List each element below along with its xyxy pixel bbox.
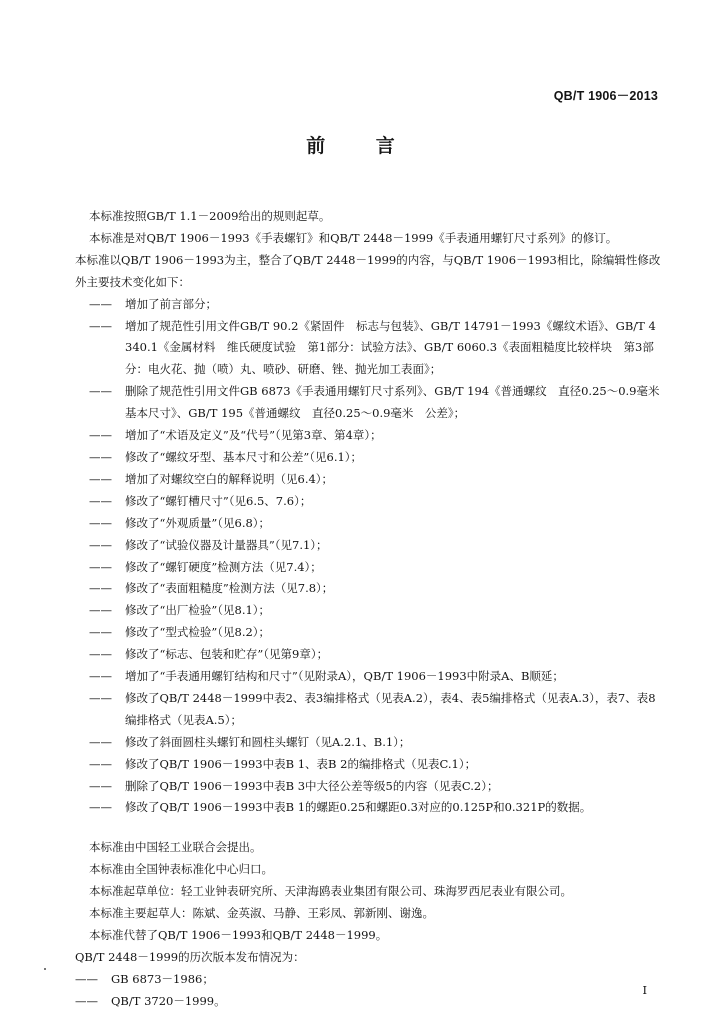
dash-marker: —— (89, 471, 112, 486)
document-code: QB/T 1906－2013 (553, 89, 658, 103)
intro-paragraph: 本标准按照GB/T 1.1－2009给出的规则起草。 (89, 209, 331, 223)
list-item: —— 修改了“螺纹牙型、基本尺寸和公差”（见6.1）； (89, 447, 661, 469)
intro-paragraph: 本标准是对QB/T 1906－1993《手表螺钉》和QB/T 2448－1999《手表通用螺钉尺寸系列》的修订。 (89, 230, 618, 245)
list-item: —— QB/T 3720－1999。 (75, 991, 661, 1013)
dash-marker: —— (89, 669, 112, 684)
history-list (75, 969, 661, 1013)
dash-marker: —— (89, 449, 112, 464)
list-item: —— 增加了对螺纹空白的解释说明（见6.4）； (89, 469, 661, 491)
list-item: —— 修改了“试验仪器及计量器具”（见7.1）； (89, 535, 661, 557)
scan-speck (44, 968, 46, 970)
dash-marker: —— (89, 603, 112, 618)
dash-marker: —— (75, 993, 98, 1008)
list-item: —— 增加了“术语及定义”及“代号”（见第3章、第4章）； (89, 425, 661, 447)
dash-marker: —— (89, 734, 112, 749)
list-item: —— 修改了“出厂检验”（见8.1）； (89, 600, 661, 622)
list-item: —— 删除了规范性引用文件GB 6873《手表通用螺钉尺寸系列》、GB/T 194《普通螺纹 直径0.25～0.9毫米 基本尺寸》、GB/T 195《普通螺纹 直径0.25～0.9毫米 公差》； (89, 381, 661, 425)
list-item: —— 修改了“外观质量”（见6.8）； (89, 513, 661, 535)
page-number: I (642, 983, 647, 997)
dash-marker: —— (89, 559, 112, 574)
closing-paragraph: 本标准起草单位：轻工业钟表研究所、天津海鸥表业集团有限公司、珠海罗西尼表业有限公司。 (89, 884, 572, 899)
dash-marker: —— (89, 515, 112, 530)
list-item: —— 修改了QB/T 1906－1993中表B 1的螺距0.25和螺距0.3对应的0.125P和0.321P的数据。 (89, 797, 661, 819)
list-item: —— GB 6873－1986； (75, 969, 661, 991)
closing-paragraph: 本标准由全国钟表标准化中心归口。 (89, 862, 273, 877)
list-item: —— 修改了斜面圆柱头螺钉和圆柱头螺钉（见A.2.1、B.1）； (89, 732, 661, 754)
closing-paragraph: 本标准由中国轻工业联合会提出。 (89, 840, 262, 855)
dash-marker: —— (89, 384, 112, 399)
list-item: —— 修改了“型式检验”（见8.2）； (89, 622, 661, 644)
list-item: —— 修改了“螺钉槽尺寸”（见6.5、7.6）； (89, 491, 661, 513)
changes-list (89, 294, 671, 820)
closing-paragraph: QB/T 2448－1999的历次版本发布情况为： (75, 949, 305, 964)
dash-marker: —— (89, 296, 112, 311)
foreword-body (75, 206, 671, 1013)
dash-marker: —— (89, 537, 112, 552)
intro-paragraph: 本标准以QB/T 1906－1993为主，整合了QB/T 2448－1999的内容，与QB/T 1906－1993相比，除编辑性修改外主要技术变化如下： (75, 252, 661, 289)
dash-marker: —— (89, 800, 112, 815)
dash-marker: —— (89, 581, 112, 596)
dash-marker: —— (89, 428, 112, 443)
page-title: 前 言 (306, 135, 417, 157)
list-item: —— 删除了QB/T 1906－1993中表B 3中大径公差等级5的内容（见表C.2）； (89, 776, 661, 798)
list-item: —— 修改了QB/T 2448－1999中表2、表3编排格式（见表A.2），表4、表5编排格式（见表A.3），表7、表8编排格式（见表A.5）； (89, 688, 661, 732)
list-item: —— 增加了前言部分； (89, 294, 661, 316)
list-item: —— 修改了QB/T 1906－1993中表B 1、表B 2的编排格式（见表C.1）； (89, 754, 661, 776)
dash-marker: —— (89, 690, 112, 705)
dash-marker: —— (75, 971, 98, 986)
dash-marker: —— (89, 493, 112, 508)
list-item: —— 增加了“手表通用螺钉结构和尺寸”（见附录A），QB/T 1906－1993中附录A、B顺延； (89, 666, 661, 688)
dash-marker: —— (89, 625, 112, 640)
list-item: —— 修改了“螺钉硬度”检测方法（见7.4）； (89, 557, 661, 579)
list-item: —— 修改了“表面粗糙度”检测方法（见7.8）； (89, 578, 661, 600)
dash-marker: —— (89, 647, 112, 662)
closing-paragraph: 本标准主要起草人：陈斌、金英淑、马静、王彩凤、郭新刚、谢逸。 (89, 906, 434, 921)
dash-marker: —— (89, 318, 112, 333)
dash-marker: —— (89, 756, 112, 771)
list-item: —— 修改了“标志、包装和贮存”（见第9章）； (89, 644, 661, 666)
spacer (89, 819, 661, 837)
list-item: —— 增加了规范性引用文件GB/T 90.2《紧固件 标志与包装》、GB/T 14791－1993《螺纹术语》、GB/T 4340.1《金属材料 维氏硬度试验 第1部分：试验方法》、GB/T 6060.3《表面粗糙度比较样块 第3部分：电火花、抛（喷）丸、喷砂、研磨、锉、抛光加工表面》； (89, 316, 661, 382)
closing-paragraph: 本标准代替了QB/T 1906－1993和QB/T 2448－1999。 (89, 928, 388, 942)
dash-marker: —— (89, 778, 112, 793)
